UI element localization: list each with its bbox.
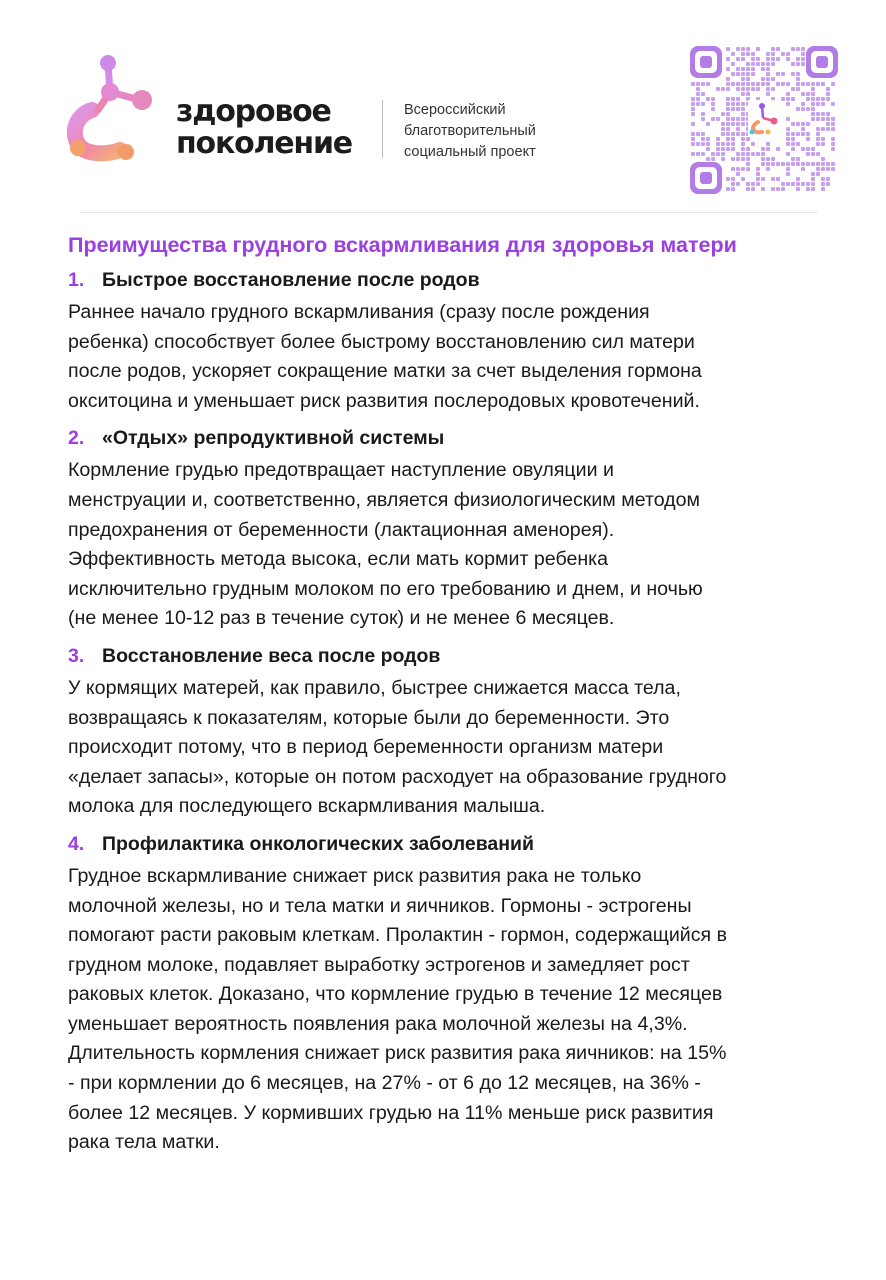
brand-line-2: поколение <box>176 126 352 161</box>
section-paragraph <box>68 674 838 822</box>
section-paragraph <box>68 862 838 1158</box>
text-line: Эффективность метода высока, если мать кормит ребенка <box>68 548 609 571</box>
section-paragraph <box>68 456 838 634</box>
section-number: 4. <box>68 832 85 855</box>
header-divider <box>382 100 383 158</box>
text-line: исключительно грудным молоком по его требованию и днем, и ночью <box>68 577 703 600</box>
text-line: ребенка) способствует более быстрому восстановлению сил матери <box>68 330 695 353</box>
document-title: Преимущества грудного вскармливания для здоровья матери <box>68 233 737 257</box>
tagline <box>404 100 536 163</box>
text-line: помогают расти раковым клеткам. Пролактин - гормон, содержащийся в <box>68 924 728 947</box>
text-line: (не менее 10-12 раз в течение суток) и не менее 6 месяцев. <box>68 607 615 630</box>
section-number: 3. <box>68 644 85 667</box>
header-separator <box>80 212 818 213</box>
section-title: «Отдых» репродуктивной системы <box>102 427 445 450</box>
tagline-line: социальный проект <box>404 144 536 160</box>
text-line: «делает запасы», которые он потом расходует на образование грудного <box>68 765 727 788</box>
section-heading <box>68 830 838 858</box>
text-line: предохранения от беременности (лактационная аменорея). <box>68 518 615 541</box>
text-line: раковых клеток. Доказано, что кормление грудью в течение 12 месяцев <box>68 983 723 1006</box>
text-line: Кормление грудью предотвращает наступление овуляции и <box>68 459 614 482</box>
section-heading <box>68 424 838 452</box>
text-line: Грудное вскармливание снижает риск развития рака не только <box>68 864 642 887</box>
text-line: происходит потому, что в период беременности организм матери <box>68 736 664 759</box>
text-line: окситоцина и уменьшает риск развития послеродовых кровотечений. <box>68 389 700 412</box>
brand-line-1: здоровое <box>176 94 331 129</box>
document-body <box>68 230 838 1166</box>
text-line: грудном молоке, подавляет выработку эстрогенов и замедляет рост <box>68 953 690 976</box>
section-number: 2. <box>68 427 85 450</box>
qr-code-icon[interactable] <box>690 46 838 194</box>
section-heading <box>68 266 838 294</box>
text-line: возвращаясь к показателям, которые были до беременности. Это <box>68 706 670 729</box>
tagline-line: благотворительный <box>404 123 536 139</box>
section-heading <box>68 642 838 670</box>
section-title: Быстрое восстановление после родов <box>102 269 480 291</box>
text-line: Раннее начало грудного вскармливания (сразу после рождения <box>68 301 650 323</box>
text-line: молока для последующего вскармливания малыша. <box>68 795 546 818</box>
text-line: молочной железы, но и тела матки и яичников. Гормоны - эстрогены <box>68 894 692 917</box>
text-line: рака тела матки. <box>68 1131 220 1154</box>
section-title: Восстановление веса после родов <box>102 644 441 667</box>
tagline-line: Всероссийский <box>404 102 506 118</box>
section-paragraph <box>68 298 838 416</box>
text-line: У кормящих матерей, как правило, быстрее снижается масса тела, <box>68 676 681 699</box>
text-line: уменьшает вероятность появления рака молочной железы на 4,3%. <box>68 1012 688 1035</box>
text-line: менструации и, соответственно, является физиологическим методом <box>68 488 700 511</box>
molecule-logo-icon <box>64 52 164 164</box>
text-line: Длительность кормления снижает риск развития рака яичников: на 15% <box>68 1042 727 1065</box>
section-number: 1. <box>68 269 85 291</box>
text-line: - при кормлении до 6 месяцев, на 27% - от 6 до 12 месяцев, на 36% - <box>68 1072 701 1095</box>
header <box>0 0 886 212</box>
text-line: после родов, ускоряет сокращение матки за счет выделения гормона <box>68 360 702 383</box>
brand-name <box>176 96 352 160</box>
text-line: более 12 месяцев. У кормивших грудью на 11% меньше риск развития <box>68 1101 714 1124</box>
section-title: Профилактика онкологических заболеваний <box>102 832 535 855</box>
